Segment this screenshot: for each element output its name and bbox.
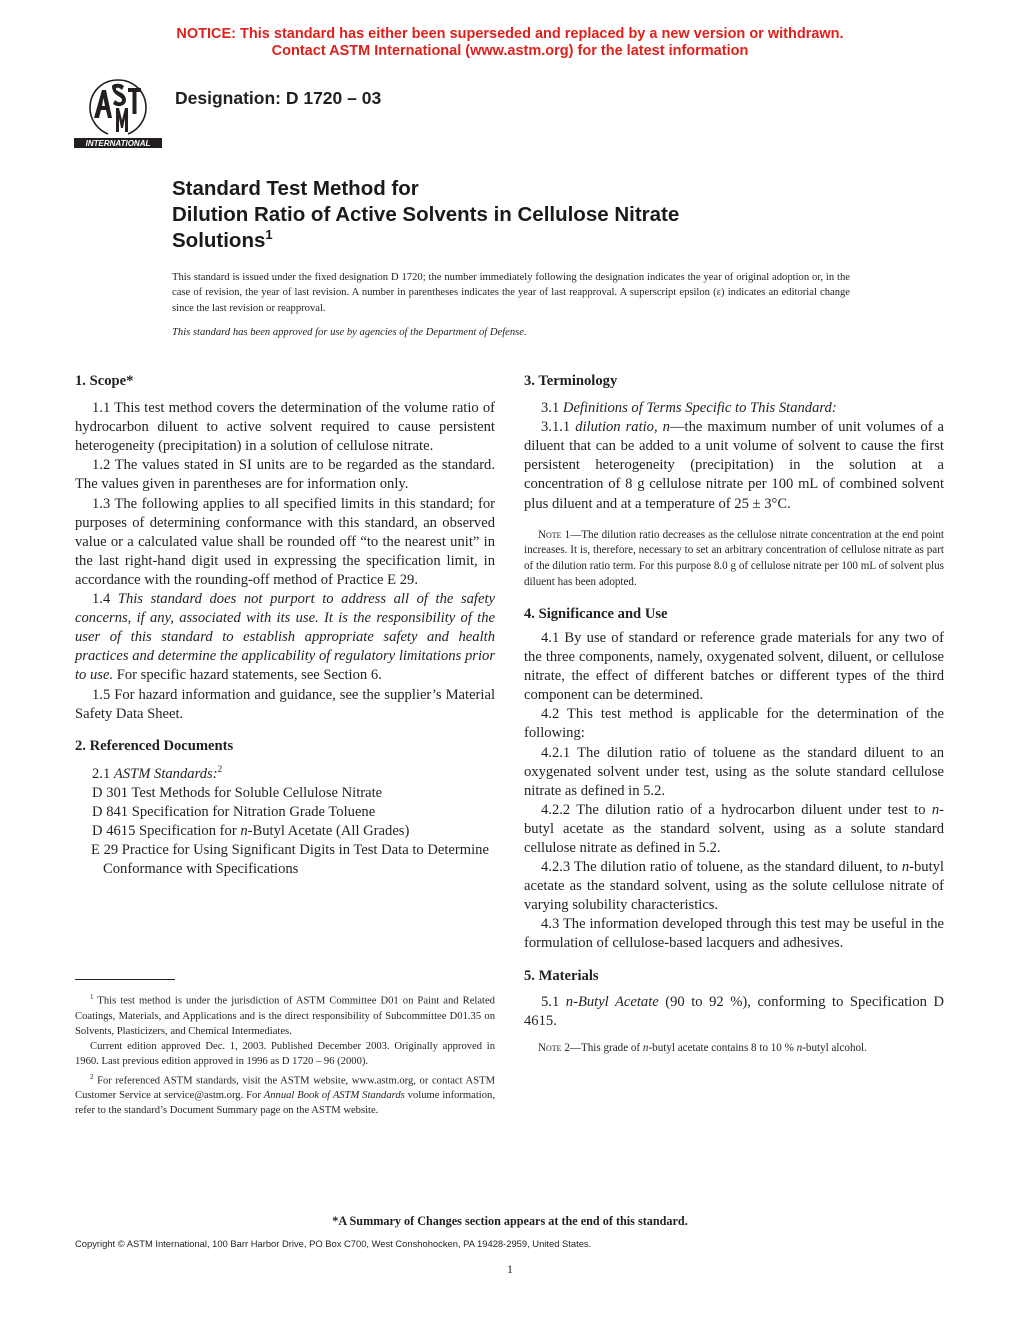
paragraph-3-1: 3.1 Definitions of Terms Specific to This Standard:	[541, 400, 837, 417]
svg-text:INTERNATIONAL: INTERNATIONAL	[85, 139, 151, 148]
section-heading-terminology: 3. Terminology	[524, 373, 618, 389]
referenced-documents-list	[75, 760, 495, 879]
designation: Designation: D 1720 – 03	[175, 88, 382, 108]
paragraph-4-1: 4.1 By use of standard or reference grade materials for any two of the three components, namely, oxygenated solvent, diluent, or cellulose nitrate, the effect of different batches or different types of the third component can be determined.	[524, 629, 944, 704]
paragraph-4-3: 4.3 The information developed through this test may be useful in the formulation of cellulose-based lacquers and adhesives.	[524, 916, 944, 952]
ref-2-1: 2.1 ASTM Standards:$^2$	[92, 763, 223, 782]
paragraph-4-2-2: 4.2.2 The dilution ratio of a hydrocarbon diluent under test to n-butyl acetate as the standard solvent, using as a solute standard cellulose nitrate as defined in 5.2.	[524, 801, 944, 856]
paragraph-4-2-1: 4.2.1 The dilution ratio of toluene as the standard diluent to an oxygenated solvent under test, using as the solute standard cellulose nitrate as defined in 5.2.	[524, 744, 944, 799]
title-line-2: Dilution Ratio of Active Solvents in Cellulose Nitrate	[172, 203, 680, 226]
copyright-line: Copyright © ASTM International, 100 Barr Harbor Drive, PO Box C700, West Conshohocken, PA 19428-2959, United States.	[75, 1238, 592, 1249]
title-footnote-mark: 1	[265, 227, 273, 243]
paragraph-5-1: 5.1 n-Butyl Acetate (90 to 92 %), conforming to Specification D 4615.	[524, 993, 944, 1029]
left-column	[75, 372, 495, 879]
section-heading-referenced-documents: 2. Referenced Documents	[75, 737, 234, 754]
paragraph-1-5: 1.5 For hazard information and guidance, see the supplier’s Material Safety Data Sheet.	[75, 686, 495, 722]
ref-d4615: D 4615 Specification for n-Butyl Acetate (All Grades)	[92, 822, 410, 839]
paragraph-4-2: 4.2 This test method is applicable for the determination of the following:	[524, 706, 944, 742]
notice-line-2: Contact ASTM International (www.astm.org) for the latest information	[271, 43, 749, 59]
summary-of-changes-note: *A Summary of Changes section appears at the end of this standard.	[332, 1214, 688, 1228]
section-heading-significance: 4. Significance and Use	[524, 605, 668, 622]
right-column	[524, 372, 944, 1057]
ref-e29: E 29 Practice for Using Significant Digits in Test Data to Determine Conformance with Specifications	[91, 842, 489, 878]
footnote-1-edition: Current edition approved Dec. 1, 2003. Published December 2003. Originally approved in 1960. Last previous edition approved in 1996 as D 1720 – 96 (2000).	[75, 1041, 495, 1068]
page-number: 1	[507, 1262, 513, 1276]
document-title	[172, 176, 679, 254]
paragraph-1-4: 1.4 This standard does not purport to address all of the safety concerns, if any, associated with its use. It is the responsibility of the user of this standard to establish appropriate safety and health practices and determine the applicability of regulatory limitations prior to use. For specific hazard statements, see Section 6.	[75, 591, 495, 684]
paragraph-1-1: 1.1 This test method covers the determination of the volume ratio of hydrocarbon diluent to active solvent required to cause persistent heterogeneity (precipitation) in a solution of cellulose nitrate.	[75, 400, 495, 455]
issuance-note: This standard is issued under the fixed designation D 1720; the number immediately following the designation indicates the year of original adoption or, in the case of revision, the year of last revision. A number in parentheses indicates the year of last reapproval. A superscript epsilon (ε) indicates an editorial change since the last revision or reapproval.	[172, 272, 850, 314]
section-heading-materials: 5. Materials	[524, 967, 599, 984]
paragraph-4-2-3: 4.2.3 The dilution ratio of toluene, as the standard diluent, to n-butyl acetate as the standard solvent, using as the solute cellulose nitrate of varying solubility characteristics.	[524, 859, 944, 914]
footnote-1: $^1$ This test method is under the jurisdiction of ASTM Committee D01 on Paint and Related Coatings, Materials, and Applications and is the direct responsibility of Subcommittee D01.35 on Solvents, Plasticizers, and Chemical Intermediates.	[75, 993, 495, 1037]
ref-d301: D 301 Test Methods for Soluble Cellulose Nitrate	[92, 784, 383, 801]
paragraph-3-1-1: 3.1.1 dilution ratio, n—the maximum number of unit volumes of a diluent that can be added to a unit volume of solvent to cause the first persistent heterogeneity (precipitation) in the solution at a concentration of 8 g cellulose nitrate per 100 mL of combined solvent plus diluent and at a temperature of 25 ± 3°C.	[524, 419, 945, 512]
paragraph-1-3: 1.3 The following applies to all specified limits in this standard; for purposes of determining conformance with this standard, an observed value or a calculated value shall be rounded off “to the nearest unit” in the last right-hand digit used in expressing the specification limit, in accordance with the rounding-off method of Practice E 29.	[75, 495, 495, 588]
footnote-2: $^2$ For referenced ASTM standards, visit the ASTM website, www.astm.org, or contact ASTM Customer Service at service@astm.org. For Annual Book of ASTM Standards volume information, refer to the standard’s Document Summary page on the ASTM website.	[75, 1072, 495, 1117]
title-line-1: Standard Test Method for	[172, 177, 419, 200]
footnote-rule	[75, 979, 175, 980]
note-2: Note 2—This grade of n-butyl acetate contains 8 to 10 % n-butyl alcohol.	[538, 1041, 867, 1054]
astm-logo	[72, 74, 164, 150]
paragraph-1-2: 1.2 The values stated in SI units are to be regarded as the standard. The values given in parentheses are for information only.	[75, 457, 495, 493]
footnotes	[75, 990, 495, 1119]
section-heading-scope: 1. Scope*	[75, 373, 134, 389]
notice-line-1: NOTICE: This standard has either been superseded and replaced by a new version or withdrawn.	[176, 26, 844, 42]
ref-d841: D 841 Specification for Nitration Grade Toluene	[92, 803, 376, 820]
title-line-3: Solutions$^1$	[172, 227, 273, 252]
note-1: Note 1—The dilution ratio decreases as the cellulose nitrate concentration at the end point increases. It is, therefore, necessary to set an arbitrary concentration of cellulose nitrate as part of the dilution ratio term. For this purpose 8.0 g of cellulose nitrate per 100 mL of solvent plus diluent has been adopted.	[524, 528, 944, 589]
notice-banner	[0, 26, 1020, 60]
dod-approval-note: This standard has been approved for use by agencies of the Department of Defense.	[172, 327, 527, 338]
